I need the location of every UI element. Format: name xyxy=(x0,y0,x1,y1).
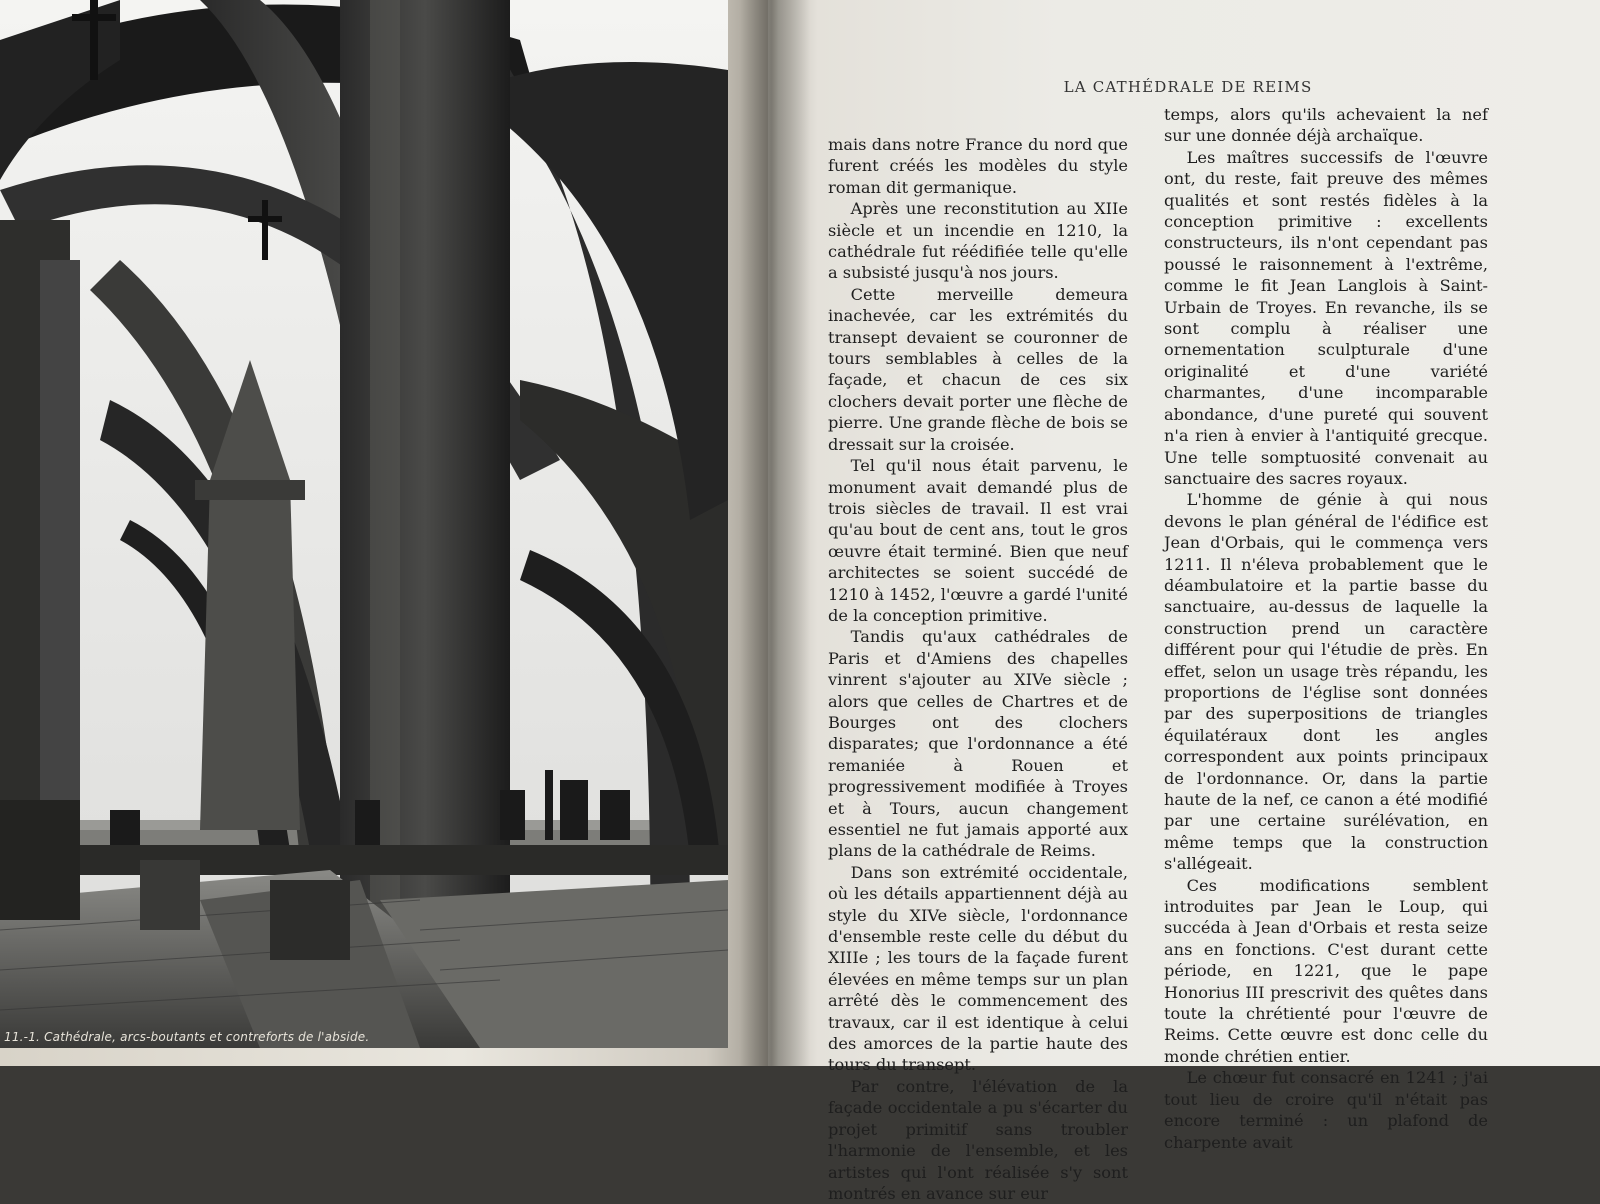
running-head: LA CATHÉDRALE DE REIMS xyxy=(1063,78,1313,96)
left-page xyxy=(0,0,768,1066)
flying-buttresses-image xyxy=(0,0,728,1048)
cathedral-photograph xyxy=(0,0,728,1048)
paragraph: temps, alors qu'ils achevaient la nef sur une donnée déjà archaïque. xyxy=(1164,105,1488,146)
photo-caption: 11.-1. Cathédrale, arcs-boutants et contreforts de l'abside. xyxy=(4,1030,370,1044)
right-page xyxy=(768,0,1600,1203)
paragraph: L'homme de génie à qui nous devons le plan général de l'édifice est Jean d'Orbais, qui le commença vers 1211. Il n'éleva probablement que le déambulatoire et la partie basse du sanctuaire, au-dessus de laquelle la construction prend un caractère différent pour qui l'étudie de près. En effet, selon un usage très répandu, les proportions de l'église sont données par des superpositions de triangles équilatéraux dont les angles correspondent aux points principaux de l'ordonnance. Or, dans la partie haute de la nef, ce canon a été modifié par une certaine surélévation, en même temps que la construction s'allégeait. xyxy=(1164,490,1488,874)
paragraph: Par contre, l'élévation de la façade occidentale a pu s'écarter du projet primitif sans troubler l'harmonie de l'ensemble, et les artistes qui l'ont réalisée s'y sont montrés en avance sur eur xyxy=(828,1076,1128,1203)
text-column-left xyxy=(828,134,1128,1204)
paragraph: Tandis qu'aux cathédrales de Paris et d'Amiens des chapelles vinrent s'ajouter au XIVe siècle ; alors que celles de Chartres et de Bourges ont des clochers disparates; que l'ordonnance a été remaniée à Rouen et progressivement modifiée à Troyes et à Tours, aucun changement essentiel ne fut jamais apporté aux plans de la cathédrale de Reims. xyxy=(828,627,1128,861)
paragraph: Le chœur fut consacré en 1241 ; j'ai tout lieu de croire qu'il n'était pas encore terminé : un plafond de charpente avait xyxy=(1164,1068,1488,1152)
paragraph: Tel qu'il nous était parvenu, le monument avait demandé plus de trois siècles de travail. Il est vrai qu'au bout de cent ans, tout le gros œuvre était terminé. Bien que neuf architectes se soient succédé de 1210 à 1452, l'œuvre a gardé l'unité de la conception primitive. xyxy=(828,456,1128,625)
paragraph: Dans son extrémité occidentale, où les détails appartiennent déjà au style du XIVe siècle, l'ordonnance d'ensemble reste celle du début du XIIIe ; les tours de la façade furent élevées en même temps sur un plan arrêté dès le commencement des travaux, car il est identique à celui des amorces de la partie haute des tours du transept. xyxy=(828,862,1128,1075)
paragraph: mais dans notre France du nord que furent créés les modèles du style roman dit germanique. xyxy=(828,135,1128,197)
paragraph: Cette merveille demeura inachevée, car les extrémités du transept devaient se couronner de tours semblables à celles de la façade, et chacun de ces six clochers devait porter une flèche de pierre. Une grande flèche de bois se dressait sur la croisée. xyxy=(828,284,1128,454)
text-column-right xyxy=(1164,104,1488,1153)
paragraph: Après une reconstitution au XIIe siècle et un incendie en 1210, la cathédrale fut réédifiée telle qu'elle a subsisté jusqu'à nos jours. xyxy=(828,199,1128,283)
paragraph: Ces modifications semblent introduites par Jean le Loup, qui succéda à Jean d'Orbais et resta seize ans en fonctions. C'est durant cette période, en 1221, que le pape Honorius III prescrivit des quêtes dans toute la chrétienté pour l'œuvre de Reims. Cette œuvre est donc celle du monde chrétien entier. xyxy=(1164,875,1488,1066)
paragraph: Les maîtres successifs de l'œuvre ont, du reste, fait preuve des mêmes qualités et sont restés fidèles à la conception primitive : excellents constructeurs, ils n'ont cependant pas poussé le raisonnement à l'extrême, comme le fit Jean Langlois à Saint-Urbain de Troyes. En revanche, ils se sont complu à réaliser une ornementation sculpturale d'une originalité et d'une variété charmantes, d'une incomparable abondance, d'une pureté qui souvent n'a rien à envier à l'antiquité grecque. Une telle somptuosité convenait au sanctuaire des sacres royaux. xyxy=(1164,147,1488,488)
